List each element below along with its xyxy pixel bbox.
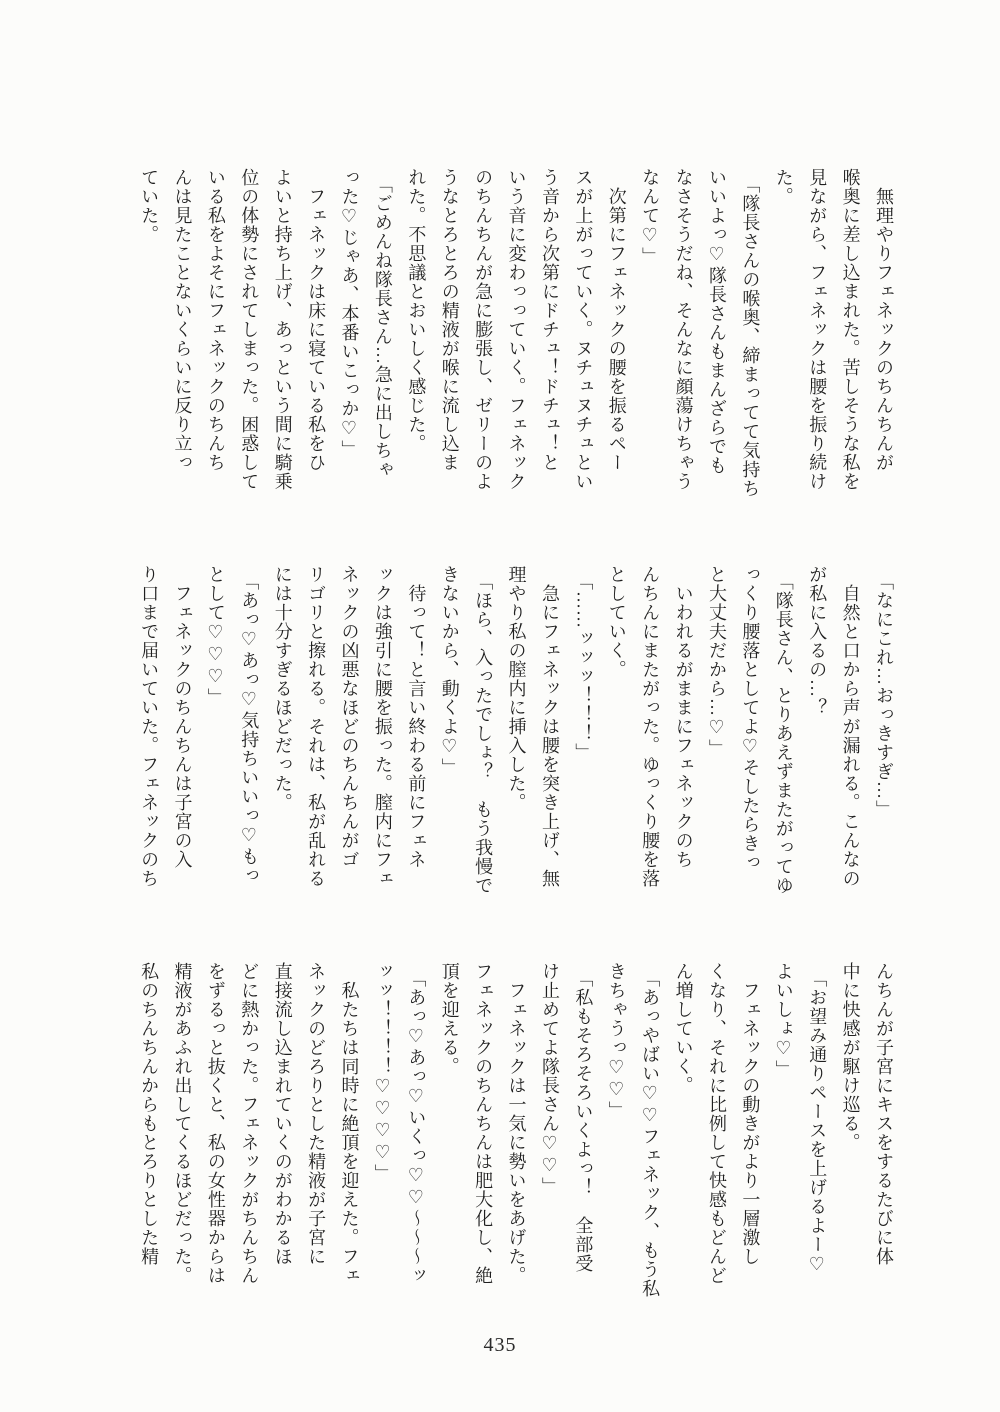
text-column: なんて♡」 xyxy=(640,168,661,266)
text-column: きちゃうっ♡♡」 xyxy=(606,962,627,1120)
text-column: う音から次第にドチュ！ドチュ！と xyxy=(539,168,560,472)
text-column: よいと持ち上げ、あっという間に騎乗 xyxy=(272,168,293,491)
text-column: いわれるがままにフェネックのち xyxy=(673,584,694,869)
text-column: 私たちは同時に絶頂を迎えた。フェ xyxy=(339,981,360,1285)
text-band-middle xyxy=(124,565,900,937)
text-column: には十分すぎるほどだった。 xyxy=(272,565,293,812)
text-column: と大丈夫だから…♡」 xyxy=(706,565,727,758)
text-column: 私のちんちんからもとろりとした精 xyxy=(139,962,160,1266)
text-column: 「私もそろそろいくよっ！ 全部受 xyxy=(573,969,594,1273)
text-column: フェネックの動きがより一層激し xyxy=(740,981,761,1266)
text-column: 待って！と言い終わる前にフェネ xyxy=(406,584,427,869)
text-column: 「あっやばい♡♡フェネック、もう私 xyxy=(640,969,661,1298)
text-column: 「隊長さんの喉奥、締まってて気持ち xyxy=(740,175,761,498)
text-column: ネックのどろりとした精液が子宮に xyxy=(306,962,327,1266)
text-column: ックは強引に腰を振った。膣内にフェ xyxy=(372,565,393,888)
text-column: ていた。 xyxy=(139,168,160,244)
text-column: た。 xyxy=(773,168,794,206)
text-column: 位の体勢にされてしまった。困惑して xyxy=(239,168,260,491)
text-column: 頂を迎える。 xyxy=(439,962,460,1076)
text-column: いう音に変わっっていく。フェネック xyxy=(506,168,527,491)
text-column: ん増していく。 xyxy=(673,962,694,1095)
text-column: フェネックのちんちんは子宮の入 xyxy=(172,584,193,869)
text-column: としていく。 xyxy=(606,565,627,679)
text-column: よいしょ♡」 xyxy=(773,962,794,1079)
text-column: 精液があふれ出してくるほどだった。 xyxy=(172,962,193,1285)
text-column: んは見たことないくらいに反り立っ xyxy=(172,168,193,472)
text-column: 「ほら、入ったでしょ？ もう我慢で xyxy=(473,572,494,895)
text-column: 「あっ♡あっ♡気持ちいいっ♡もっ xyxy=(239,572,260,885)
text-column: 次第にフェネックの腰を振るペー xyxy=(606,187,627,472)
text-column: いいよっ♡隊長さんもまんざらでも xyxy=(706,168,727,475)
text-column: リゴリと擦れる。それは、私が乱れる xyxy=(306,565,327,888)
text-column: をずるっと抜くと、私の女性器からは xyxy=(205,962,226,1285)
text-column: 「隊長さん、とりあえずまたがってゆ xyxy=(773,572,794,895)
page-number: 435 xyxy=(483,1334,517,1356)
text-column: 喉奥に差し込まれた。苦しそうな私を xyxy=(840,168,861,491)
text-column: 「……ッッッ！！！」 xyxy=(573,572,594,762)
text-column: 理やり私の膣内に挿入した。 xyxy=(506,565,527,812)
text-column: 自然と口から声が漏れる。こんなの xyxy=(840,584,861,888)
text-column: 「ごめんね隊長さん…急に出しちゃ xyxy=(372,175,393,479)
text-column: 見ながら、フェネックは腰を振り続け xyxy=(807,168,828,491)
text-column: 直接流し込まれていくのがわかるほ xyxy=(272,962,293,1266)
text-column: んちんが子宮にキスをするたびに体 xyxy=(874,962,894,1266)
text-column: うなとろとろの精液が喉に流し込ま xyxy=(439,168,460,472)
text-column: のちんちんが急に膨張し、ゼリーのよ xyxy=(473,168,494,491)
text-column: いる私をよそにフェネックのちんち xyxy=(205,168,226,472)
text-column: くなり、それに比例して快感もどんど xyxy=(706,962,727,1285)
text-column: として♡♡♡」 xyxy=(205,565,226,707)
text-column: フェネックのちんちんは肥大化し、絶 xyxy=(473,962,494,1285)
text-column: 急にフェネックは腰を突き上げ、無 xyxy=(539,584,560,888)
text-column: が私に入るの…？ xyxy=(807,565,828,717)
text-column: どに熱かった。フェネックがちんちん xyxy=(239,962,260,1285)
text-band-top xyxy=(124,168,900,540)
text-column: 無理やりフェネックのちんちんが xyxy=(874,187,894,472)
text-column: け止めてよ隊長さん♡♡」 xyxy=(539,962,560,1196)
text-column: れた。不思議とおいしく感じた。 xyxy=(406,168,427,453)
text-column: り口まで届いていた。フェネックのち xyxy=(139,565,160,888)
text-column: 「あっ♡あっ♡いくっ♡♡～～～ッ xyxy=(406,969,427,1285)
text-column: った♡じゃあ、本番いこっか♡」 xyxy=(339,168,360,459)
text-column: 「お望み通りペースを上げるよー♡ xyxy=(807,969,828,1276)
text-column: スが上がっていく。ヌチュヌチュとい xyxy=(573,168,594,491)
text-column: きないから、動くよ♡」 xyxy=(439,565,460,777)
text-column: 中に快感が駆け巡る。 xyxy=(840,962,861,1152)
text-column: ネックの凶悪なほどのちんちんがゴ xyxy=(339,565,360,869)
text-column: なさそうだね、そんなに顔蕩けちゃう xyxy=(673,168,694,491)
text-column: フェネックは一気に勢いをあげた。 xyxy=(506,981,527,1285)
text-column: 「なにこれ…おっきすぎ…」 xyxy=(874,572,894,819)
text-column: フェネックは床に寝ている私をひ xyxy=(306,187,327,472)
text-column: っくり腰落としてよ♡そしたらきっ xyxy=(740,565,761,872)
text-band-bottom xyxy=(124,962,900,1334)
text-column: んちんにまたがった。ゆっくり腰を落 xyxy=(640,565,661,888)
text-column: ッッ！！！！♡♡♡♡」 xyxy=(372,962,393,1183)
